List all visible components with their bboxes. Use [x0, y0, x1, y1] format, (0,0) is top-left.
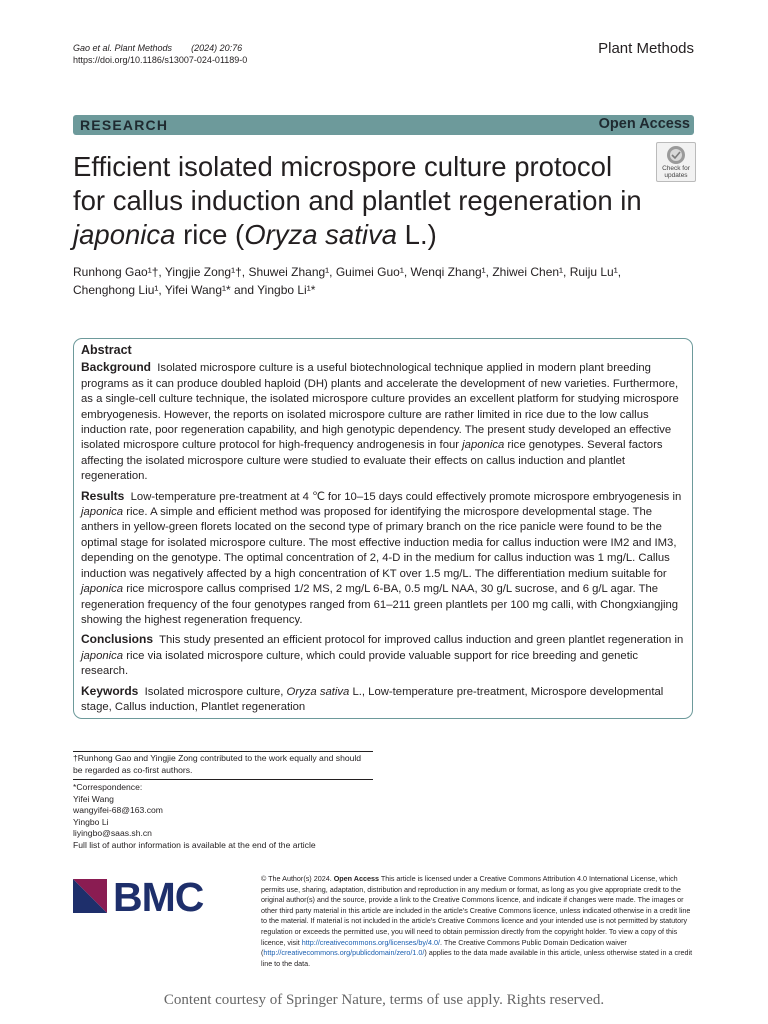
bmc-logo-text: BMC: [113, 874, 204, 920]
author-line-1: Runhong Gao¹†, Yingjie Zong¹†, Shuwei Zhang¹, Guimei Guo¹, Wenqi Zhang¹, Zhiwei Chen¹, Ruiju Lu¹,: [73, 265, 622, 279]
article-type-band: [73, 115, 694, 135]
author-info-note: Full list of author information is available at the end of the article: [73, 839, 316, 850]
springer-courtesy-note: Content courtesy of Springer Nature, terms of use apply. Rights reserved.: [163, 992, 605, 1008]
abstract-heading: Abstract: [81, 343, 132, 357]
journal-name: Plant Methods: [598, 40, 694, 57]
correspondence-label: *Correspondence:: [73, 782, 143, 792]
corresponding-author-2: Yingbo Li: [73, 816, 109, 827]
abstract-background: Background Isolated microspore culture is a useful biotechnological technique applied in modern plant breeding programs as it can produce doubled haploid (DH) plants and accelerate the development of new varieties. Furthermore, as a single-cell culture technique, the isolated microspore culture provides an excellent platform for studying microspore embryogenesis. However, the reports on isolated microspore culture are rather limited in rice due to the low callus induction rate, poor regeneration capability, and high genotypic dependency. The present study developed an effective isolated microspore culture protocol for high-frequency androgenesis in four japonica rice genotypes. Several factors affecting the isolated microspore culture were studied to evaluate their effects on callus induction and plantlet regeneration.: [81, 360, 679, 483]
email-2[interactable]: liyingbo@saas.sh.cn: [73, 828, 152, 838]
footnote-divider-2: [73, 779, 373, 780]
footnote-divider-1: [73, 751, 373, 752]
license-link[interactable]: http://creativecommons.org/licenses/by/4.0/: [301, 937, 440, 947]
check-updates-icon: [657, 144, 695, 166]
email-1[interactable]: wangyifei-68@163.com: [73, 805, 163, 815]
check-for-updates-badge[interactable]: [656, 142, 696, 182]
article-type: RESEARCH: [80, 117, 169, 133]
author-line-2: Chenghong Liu¹, Yifei Wang¹* and Yingbo Li¹*: [73, 283, 316, 297]
license-text: © The Author(s) 2024. Open Access This article is licensed under a Creative Commons Attribution 4.0 International License, which permits use, sharing, adaptation, distribution and reproduction in any medium or format, as long as you give appropriate credit to the original author(s) and the source, provide a link to the Creative Commons licence, and indicate if changes were made. The images or other third party material in this article are included in the article’s Creative Commons licence, unless indicated otherwise in a credit line to the material. If material is not included in the article’s Creative Commons licence and your intended use is not permitted by statutory regulation or exceeds the permitted use, you will need to obtain permission directly from the copyright holder. To view a copy of this licence, visit http://creativecommons.org/licenses/by/4.0/. The Creative Commons Public Domain Dedication waiver (http://creativecommons.org/publicdomain/zero/1.0/) applies to the data made available in this article, unless otherwise stated in a credit line to the data.: [261, 874, 693, 968]
correspondence-block: [73, 782, 373, 851]
author-list: [73, 263, 673, 299]
abstract-content: [81, 343, 687, 719]
check-updates-line1: Check for: [662, 165, 690, 172]
doi-link[interactable]: https://doi.org/10.1186/s13007-024-01189-0: [73, 55, 248, 65]
corresponding-author-1: Yifei Wang: [73, 793, 114, 804]
bmc-logo: [73, 873, 215, 921]
check-updates-line2: updates: [664, 172, 688, 179]
equal-contribution-note: †Runhong Gao and Yingjie Zong contributed to the work equally and should be regarded as co-first authors.: [73, 753, 362, 775]
abstract-results: Results Low-temperature pre-treatment at 4 ℃ for 10–15 days could effectively promote microspore embryogenesis in japonica rice. A simple and efficient method was proposed for identifying the microspore developmental stage. The anthers in yellow-green florets located on the second type of primary branch on the rice panicle were found to be the optimal stage for isolated microspore culture. The most effective induction media for callus induction were IM2 and IM3, depending on the genotype. The optimal concentration of 2, 4-D in the medium for callus induction was 1 mg/L. Callus induction was negatively affected by a high concentration of KT over 1.5 mg/L. The differentiation medium suitable for japonica rice microspore callus comprised 1/2 MS, 2 mg/L 6-BA, 0.5 mg/L NAA, 30 g/L sucrose, and 6 g/L agar. The regeneration frequency of the four genotypes ranged from 61–211 green plantlets per 100 mg calli, with Chongxiangjing showing the highest regeneration frequency.: [81, 488, 682, 626]
year-volume: (2024) 20:76: [191, 43, 243, 53]
citation-line: [73, 42, 242, 54]
abstract-conclusions: Conclusions This study presented an efficient protocol for improved callus induction and green plantlet regeneration in japonica rice via isolated microspore culture, which could provide valuable support for rice breeding and genetic research.: [81, 632, 684, 678]
abstract-keywords: Keywords Isolated microspore culture, Oryza sativa L., Low-temperature pre-treatment, Microspore developmental stage, Callus induction, Plantlet regeneration: [81, 683, 664, 713]
public-domain-link[interactable]: http://creativecommons.org/publicdomain/zero/1.0/: [263, 948, 425, 958]
citation: Gao et al. Plant Methods: [73, 43, 173, 53]
article-title: Efficient isolated microspore culture protocol for callus induction and plantlet regeneration in japonica rice (Oryza sativa L.): [73, 151, 642, 250]
open-access-label: Open Access: [598, 116, 690, 132]
